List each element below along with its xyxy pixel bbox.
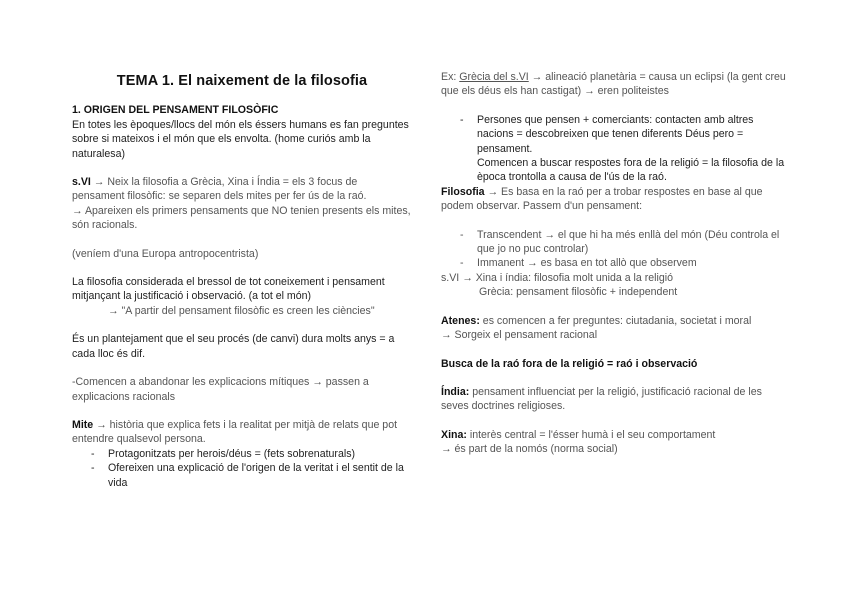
filosofia-text: → Es basa en la raó per a trobar respostes en base al que podem observar. Passem d'un pensament:	[441, 185, 763, 213]
abandonar-paragraph: -Comencen a abandonar les explicacions mítiques → passen a explicacions racionals	[72, 376, 369, 403]
xina-text: interès central = l'ésser humà i el seu comportament	[466, 428, 716, 441]
busca-heading: Busca de la raó fora de la religió = raó i observació	[441, 357, 698, 370]
intro-paragraph: En totes les èpoques/llocs del món els éssers humans es fan preguntes sobre si mateixos i el món que els envolta. (home curiós amb la naturalesa)	[72, 118, 409, 160]
svi-text: → Neix la filosofia a Grècia, Xina i Índia = els 3 focus de pensament filosòfic: se separen dels mites per fer ús de la raó.	[72, 176, 367, 203]
page-title: TEMA 1. El naixement de la filosofia	[116, 73, 368, 89]
svi-grecia-line: Grècia: pensament filosòfic + independent	[479, 286, 678, 299]
atenes-label: Atenes:	[441, 314, 480, 327]
list-item: - Protagonitzats per herois/déus = (fets sobrenaturals)	[72, 447, 412, 461]
left-column	[72, 68, 412, 490]
bressol-paragraph: La filosofia considerada el bressol de tot coneixement i pensament mitjançant la justificació i observació. (a tot el món)	[72, 276, 385, 303]
mite-list	[72, 447, 412, 490]
ciencies-quote: → "A partir del pensament filosòfic es creen les ciències"	[108, 304, 375, 317]
svi-paragraph	[72, 175, 412, 204]
atenes-arrow-line: → Sorgeix el pensament racional	[441, 329, 598, 342]
atenes-paragraph	[441, 314, 786, 328]
list-item: - Ofereixen una explicació de l'origen de la veritat i el sentit de la vida	[72, 461, 412, 490]
proces-paragraph: És un plantejament que el seu procés (de canvi) dura molts anys = a cada lloc és dif.	[72, 333, 395, 360]
europa-note: (veníem d'una Europa antropocentrista)	[72, 247, 259, 260]
section-heading: 1. ORIGEN DEL PENSAMENT FILOSÒFIC	[72, 104, 279, 117]
xina-arrow-line: → és part de la nomós (norma social)	[441, 443, 618, 456]
svi-arrow-line: → Apareixen els primers pensaments que NO tenien presents els mites, són racionals.	[72, 204, 411, 232]
svi-label: s.VI	[72, 176, 91, 189]
list-item: - Immanent → es basa en tot allò que observem	[441, 256, 786, 270]
india-paragraph	[441, 385, 786, 414]
persones-list	[441, 113, 786, 185]
list-item	[441, 113, 786, 185]
example-underlined: Grècia del s.VI	[459, 71, 529, 83]
mite-text: → història que explica fets i la realitat per mitjà de relats que pot entendre qualsevol persona.	[72, 418, 398, 446]
xina-paragraph	[441, 428, 786, 442]
example-prefix: Ex:	[441, 71, 460, 83]
list-item: - Transcendent → el que hi ha més enllà del món (Déu controla el que jo no puc controlar)	[441, 228, 786, 257]
example-paragraph	[441, 70, 786, 99]
persones-item: - Persones que pensen + comerciants: contacten amb altres nacions = descobreixen que tenen diferents Déus pero = pensament.	[477, 113, 754, 155]
example-text: → alineació planetària = causa un eclipsi (la gent creu que els déus els han castigat) → eren politeistes	[441, 71, 786, 98]
persones-continuation: Comencen a buscar respostes fora de la religió = la filosofia de la època trontolla a causa de l'ús de la raó.	[477, 157, 785, 184]
xina-label: Xina:	[441, 428, 467, 441]
mite-paragraph	[72, 418, 412, 447]
filosofia-paragraph	[441, 185, 786, 214]
atenes-text: es comencen a fer preguntes: ciutadania, societat i moral	[479, 314, 752, 327]
right-column	[441, 68, 786, 457]
pensament-list	[441, 228, 786, 271]
svi-xina-india-line: s.VI → Xina i índia: filosofia molt unida a la religió	[441, 271, 674, 284]
india-text: pensament influenciat per la religió, justificació racional de les seves doctrines religioses.	[441, 385, 762, 413]
filosofia-label: Filosofia	[441, 185, 485, 198]
india-label: Índia:	[441, 385, 470, 398]
mite-label: Mite	[72, 418, 94, 431]
